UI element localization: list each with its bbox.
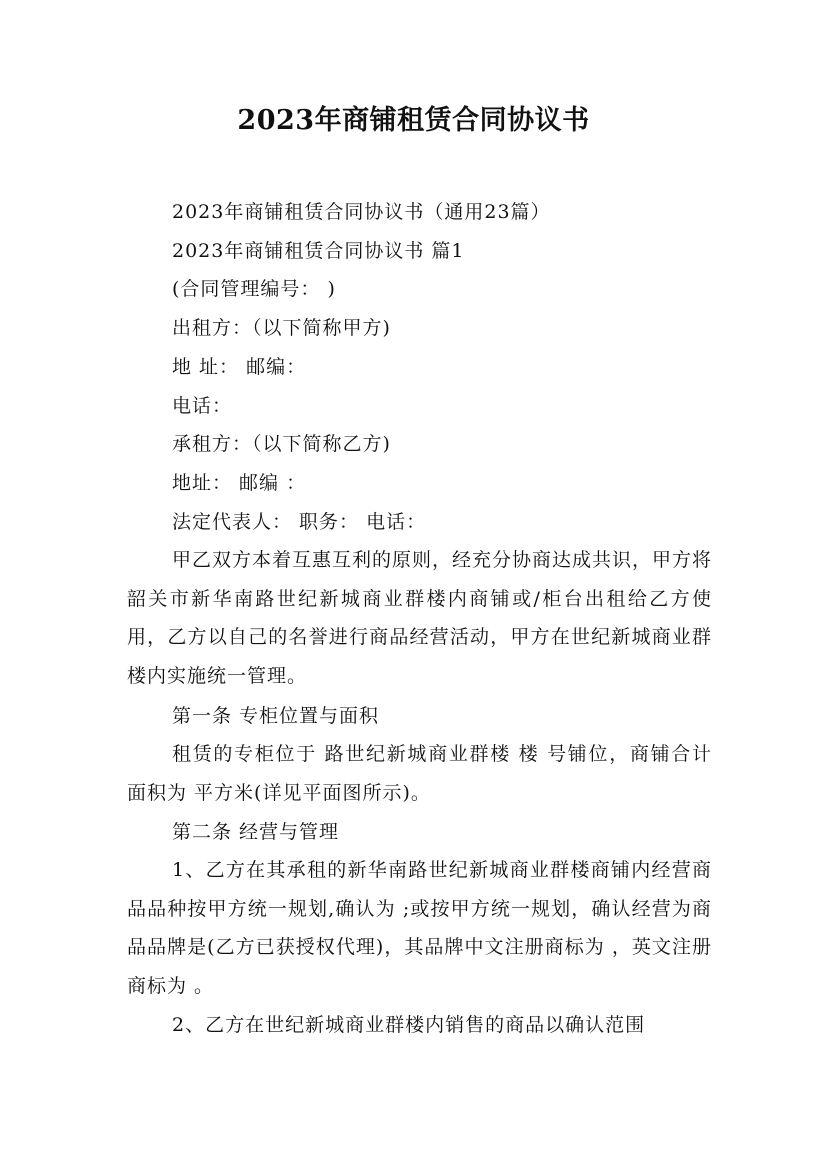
section-heading: 2023年商铺租赁合同协议书 篇1 (172, 240, 465, 262)
article-2-item-1: 1、乙方在其承租的新华南路世纪新城商业群楼商铺内经营商品品种按甲方统一规划,确认为 ;或按甲方统一规划，确认经营为商品品牌是(乙方已获授权代理)，其品牌中文注册商标为 ，英文注册商标为 。 (127, 859, 712, 998)
contract-number-line: (合同管理编号： ) (172, 278, 336, 300)
lessor-line: 出租方：（以下简称甲方) (172, 317, 391, 339)
article-1-body: 租赁的专柜位于 路世纪新城商业群楼 楼 号铺位，商铺合计面积为 平方米(详见平面图所示)。 (127, 743, 712, 804)
lessee-line: 承租方：（以下简称乙方) (172, 433, 391, 455)
lessee-address-line: 地址： 邮编 ： (172, 472, 307, 494)
article-2-heading: 第二条 经营与管理 (172, 821, 340, 843)
document-subtitle: 2023年商铺租赁合同协议书（通用23篇） (172, 201, 551, 223)
article-1-heading: 第一条 专柜位置与面积 (172, 705, 380, 727)
lessor-address-line: 地 址： 邮编： (172, 356, 307, 378)
intro-paragraph: 甲乙双方本着互惠互利的原则，经充分协商达成共识，甲方将韶关市新华南路世纪新城商业群楼内商铺或/柜台出租给乙方使用，乙方以自己的名誉进行商品经营活动，甲方在世纪新城商业群楼内实施统一管理。 (127, 549, 713, 688)
article-2-item-2: 2、乙方在世纪新城商业群楼内销售的商品以确认范围 (172, 1014, 646, 1036)
legal-representative-line: 法定代表人： 职务： 电话： (172, 511, 427, 533)
document-title: 2023年商铺租赁合同协议书 (237, 105, 590, 136)
lessor-phone-line: 电话： (172, 395, 233, 417)
